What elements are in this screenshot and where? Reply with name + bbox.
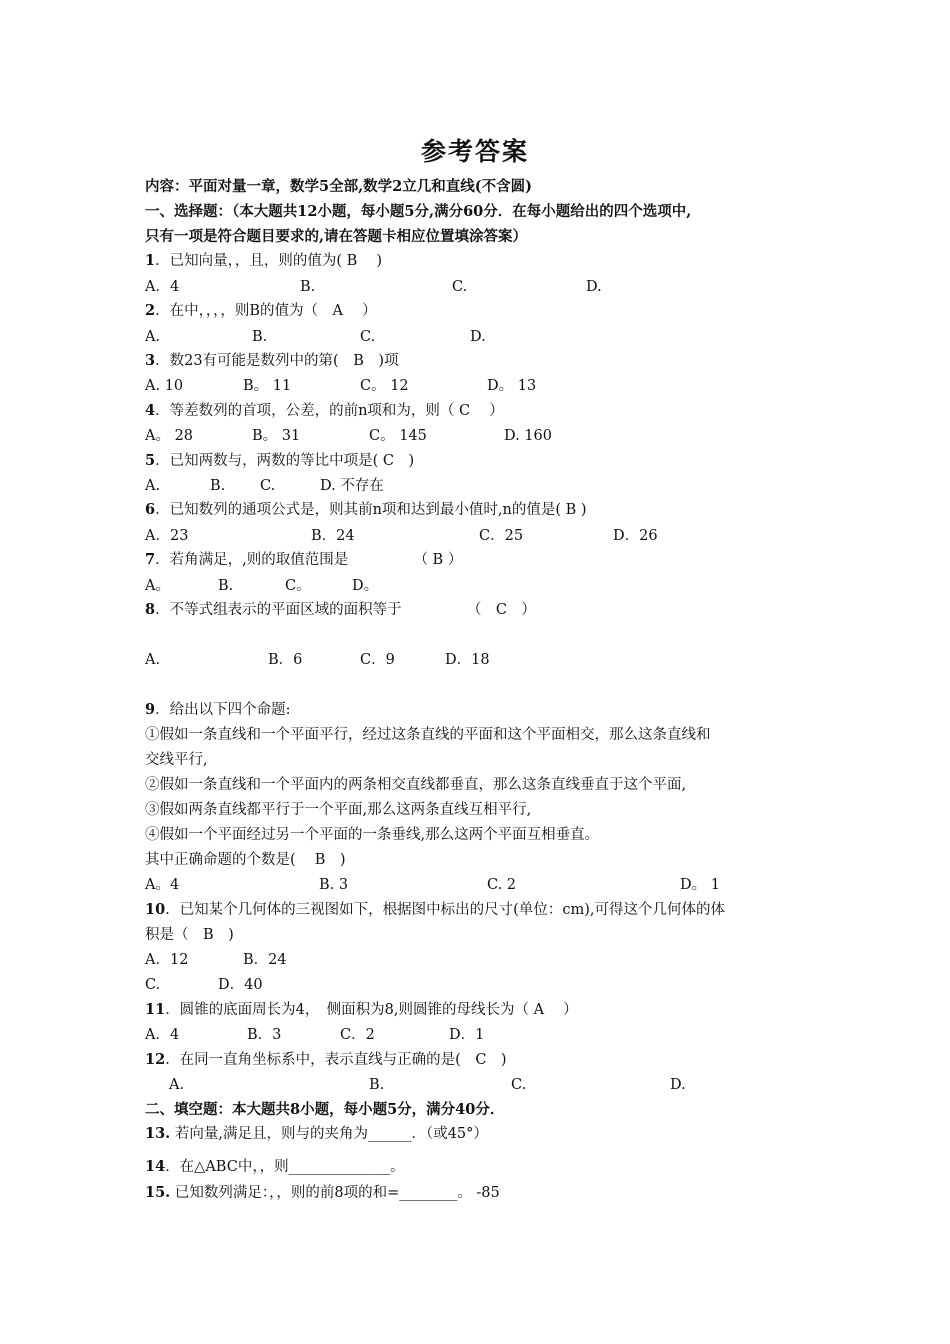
question-text: ．数23有可能是数列中的第( B )项 (155, 353, 399, 369)
option-b: B. (369, 1077, 385, 1093)
question-11 (145, 1000, 578, 1020)
question-text: 已知数列满足：，，则的前8项的和=________。 -85 (170, 1185, 500, 1201)
option-a: A. 10 (145, 378, 184, 394)
question-number: 2 (145, 302, 156, 319)
option-c: C。 12 (360, 378, 409, 394)
option-b: B. 3 (319, 877, 349, 893)
option-c: C. (511, 1077, 527, 1093)
question-number: 9 (145, 701, 156, 718)
question-number: 12 (145, 1051, 166, 1068)
option-b: B。 11 (243, 378, 292, 394)
question-text: 若向量,满足且，则与的夹角为______．（或45°） (170, 1126, 488, 1142)
section1-heading: 一、选择题：（本大题共12小题，每小题5分,满分60分．在每小题给出的四个选项中, (145, 203, 692, 220)
question-number: 4 (145, 402, 156, 419)
question-9 (145, 700, 290, 720)
option-a: A. (145, 329, 161, 345)
question-text: ．已知数列的通项公式是，则其前n项和达到最小值时,n的值是( B ) (155, 502, 587, 518)
option-c: C. (360, 329, 376, 345)
question-text: ．已知向量，，且，则的值为( B ) (155, 253, 383, 269)
question-text: ．给出以下四个命题: (155, 702, 291, 718)
question-text: ．等差数列的首项，公差，的前n项和为，则（ C ） (155, 403, 504, 419)
question-6 (145, 500, 587, 520)
question-number: 11 (145, 1001, 166, 1018)
question-number: 15. (145, 1184, 171, 1201)
option-a: A。 28 (145, 428, 194, 444)
page-title: 参考答案 (420, 137, 529, 166)
option-b: B．24 (243, 952, 287, 968)
option-d: D。 1 (680, 877, 720, 893)
section1-heading-cont: 只有一项是符合题目要求的,请在答题卡相应位置填涂答案） (145, 228, 528, 245)
option-c: C。 (285, 578, 311, 594)
option-b: B．24 (311, 528, 355, 544)
option-a: A。4 (145, 877, 180, 893)
question-8 (145, 600, 536, 620)
intro-line: 内容：平面对量一章，数学5全部,数学2立几和直线(不含圆) (145, 178, 532, 195)
option-b: B．3 (247, 1027, 282, 1043)
option-a: A．23 (145, 528, 189, 544)
option-b: B．6 (268, 652, 303, 668)
option-a: A．4 (145, 1027, 180, 1043)
option-c: C. (452, 279, 468, 295)
option-a: A．4 (145, 279, 180, 295)
option-d: D. (586, 279, 602, 295)
option-b: B。 31 (252, 428, 301, 444)
question-text: ．不等式组表示的平面区域的面积等于 （ C ） (155, 602, 536, 618)
question-number: 13. (145, 1125, 171, 1142)
option-a: A。 (145, 578, 170, 594)
question-text: ．已知两数与，两数的等比中项是( C ) (155, 453, 415, 469)
option-b: B. (210, 478, 226, 494)
question-5 (145, 451, 414, 471)
option-d: D. 不存在 (320, 478, 384, 494)
option-d: D. 160 (504, 428, 553, 444)
question-9-prompt: 其中正确命题的个数是( B ) (145, 852, 346, 868)
question-4 (145, 401, 504, 421)
option-c: C．9 (360, 652, 395, 668)
option-c: C. (145, 977, 161, 993)
proposition-3: ③假如两条直线都平行于一个平面,那么这两条直线互相平行, (145, 802, 532, 818)
option-b: B. (252, 329, 268, 345)
question-number: 3 (145, 352, 156, 369)
question-13 (145, 1124, 488, 1144)
question-number: 1 (145, 252, 156, 269)
option-c: C. (260, 478, 276, 494)
section2-heading: 二、填空题：本大题共8小题，每小题5分，满分40分． (145, 1101, 505, 1118)
option-a: A. (169, 1077, 185, 1093)
option-c: C．25 (479, 528, 524, 544)
option-d: D. (670, 1077, 686, 1093)
question-14 (145, 1157, 405, 1177)
option-a: A．12 (145, 952, 189, 968)
option-b: B. (218, 578, 234, 594)
question-text: ．在同一直角坐标系中，表示直线与正确的是( C ) (165, 1052, 507, 1068)
question-text: ．在△ABC中，，则______________。 (165, 1159, 405, 1175)
option-d: D．40 (218, 977, 263, 993)
question-text: ．在中，，，，则B的值为（ A ） (155, 303, 377, 319)
option-d: D。 13 (487, 378, 537, 394)
proposition-4: ④假如一个平面经过另一个平面的一条垂线,那么这两个平面互相垂直。 (145, 827, 600, 843)
question-number: 6 (145, 501, 156, 518)
question-number: 5 (145, 452, 156, 469)
option-a: A. (145, 478, 161, 494)
question-7 (145, 550, 462, 570)
option-d: D．26 (613, 528, 658, 544)
question-1 (145, 251, 382, 271)
proposition-1: ①假如一条直线和一个平面平行，经过这条直线的平面和这个平面相交，那么这条直线和 (145, 727, 711, 743)
proposition-1-cont: 交线平行, (145, 752, 208, 768)
question-3 (145, 351, 399, 371)
question-10 (145, 900, 725, 920)
question-number: 10 (145, 901, 166, 918)
option-b: B. (300, 279, 316, 295)
option-c: C。 145 (369, 428, 427, 444)
option-d: D。 (352, 578, 379, 594)
question-text: ．若角满足，,则的取值范围是 （ B ） (155, 552, 463, 568)
question-number: 14 (145, 1158, 166, 1175)
option-d: D．18 (445, 652, 490, 668)
question-12 (145, 1050, 507, 1070)
question-2 (145, 301, 377, 321)
option-c: C. 2 (487, 877, 517, 893)
option-d: D. (470, 329, 486, 345)
question-number: 7 (145, 551, 156, 568)
option-a: A. (145, 652, 161, 668)
option-d: D．1 (449, 1027, 485, 1043)
question-text: ．圆锥的底面周长为4， 侧面积为8,则圆锥的母线长为（ A ） (165, 1002, 578, 1018)
question-text: ．已知某个几何体的三视图如下，根据图中标出的尺寸(单位：cm),可得这个几何体的体 (165, 902, 725, 918)
question-15 (145, 1183, 500, 1203)
option-c: C．2 (340, 1027, 375, 1043)
proposition-2: ②假如一条直线和一个平面内的两条相交直线都垂直，那么这条直线垂直于这个平面, (145, 777, 687, 793)
question-10-cont: 积是（ B ) (145, 927, 234, 943)
question-number: 8 (145, 601, 156, 618)
